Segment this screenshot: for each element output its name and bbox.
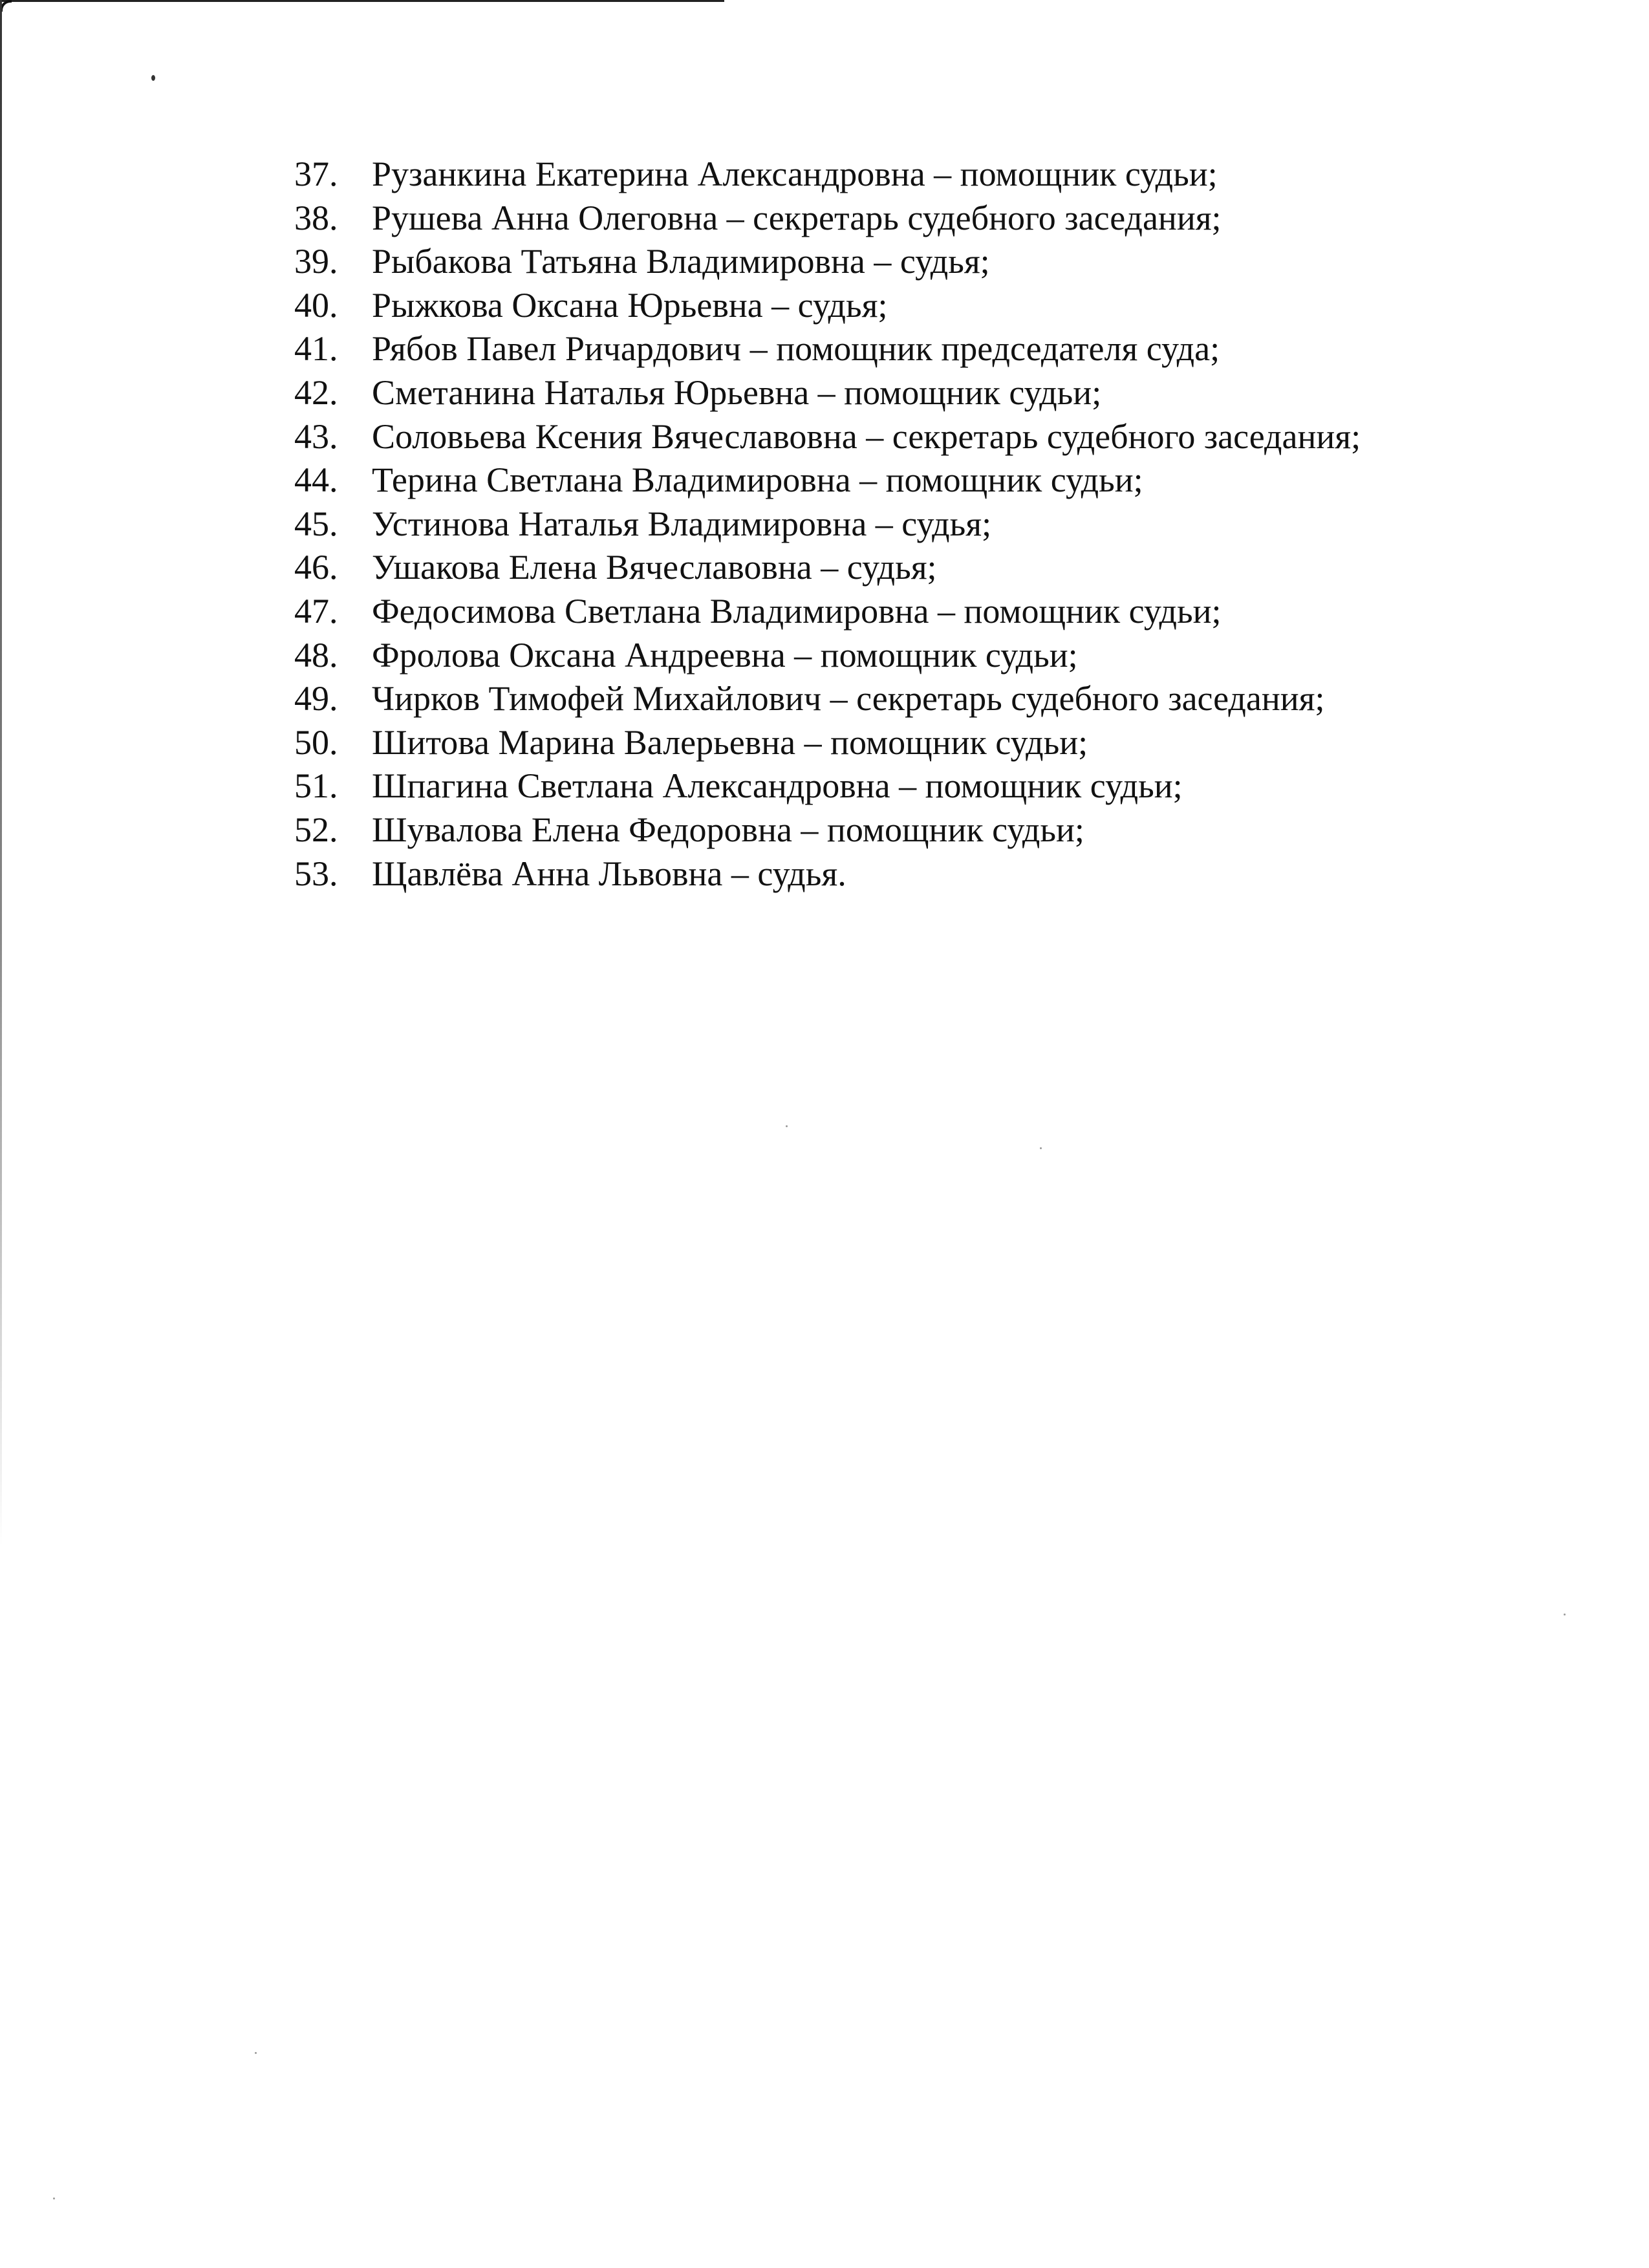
- item-number: 53.: [294, 854, 338, 893]
- item-text: Соловьева Ксения Вячеславовна – секретарь судебного заседания;: [372, 416, 1361, 456]
- scan-speck: [1040, 1147, 1042, 1149]
- item-number: 37.: [294, 155, 338, 193]
- item-number: 46.: [294, 548, 338, 587]
- scan-edge-top: [0, 0, 724, 2]
- staff-list: [294, 153, 1361, 896]
- list-item: [294, 153, 1361, 197]
- list-item: [294, 764, 1361, 808]
- item-text: Федосимова Светлана Владимировна – помощник судьи;: [372, 591, 1222, 631]
- item-text: Фролова Оксана Андреевна – помощник судьи;: [372, 635, 1078, 675]
- list-item: [294, 502, 1361, 546]
- list-item: [294, 459, 1361, 502]
- item-number: 44.: [294, 460, 338, 500]
- item-number: 40.: [294, 285, 338, 325]
- item-text: Шпагина Светлана Александровна – помощник судьи;: [372, 766, 1183, 806]
- item-text: Рыбакова Татьяна Владимировна – судья;: [372, 242, 990, 281]
- item-number: 42.: [294, 373, 338, 412]
- item-text: Шувалова Елена Федоровна – помощник судьи;: [372, 810, 1084, 849]
- item-text: Шитова Марина Валерьевна – помощник судьи;: [372, 722, 1088, 762]
- item-text: Ушакова Елена Вячеславовна – судья;: [372, 548, 937, 587]
- item-text: Щавлёва Анна Львовна – судья.: [372, 854, 846, 893]
- scan-speck: [786, 1125, 788, 1127]
- item-number: 47.: [294, 591, 338, 631]
- item-number: 48.: [294, 635, 338, 675]
- item-text: Устинова Наталья Владимировна – судья;: [372, 504, 992, 543]
- list-item: [294, 284, 1361, 328]
- list-item: [294, 371, 1361, 415]
- list-item: [294, 240, 1361, 284]
- item-number: 51.: [294, 766, 338, 806]
- item-number: 41.: [294, 329, 338, 369]
- item-text: Рузанкина Екатерина Александровна – помощник судьи;: [372, 155, 1218, 193]
- list-item: [294, 721, 1361, 765]
- item-number: 43.: [294, 416, 338, 456]
- item-number: 45.: [294, 504, 338, 543]
- scan-speck: [255, 2052, 257, 2054]
- list-item: [294, 808, 1361, 852]
- item-number: 49.: [294, 679, 338, 718]
- item-text: Рябов Павел Ричардович – помощник председателя суда;: [372, 329, 1220, 369]
- list-item: [294, 677, 1361, 721]
- item-number: 39.: [294, 242, 338, 281]
- list-item: [294, 852, 1361, 896]
- list-item: [294, 415, 1361, 459]
- item-number: 52.: [294, 810, 338, 849]
- item-number: 38.: [294, 198, 338, 237]
- scan-speck: [1564, 1614, 1566, 1615]
- list-item: [294, 590, 1361, 634]
- item-text: Чирков Тимофей Михайлович – секретарь судебного заседания;: [372, 679, 1325, 718]
- list-item: [294, 546, 1361, 590]
- item-text: Сметанина Наталья Юрьевна – помощник судьи;: [372, 373, 1102, 412]
- item-text: Рушева Анна Олеговна – секретарь судебного заседания;: [372, 198, 1222, 237]
- list-item: [294, 197, 1361, 241]
- list-item: [294, 634, 1361, 678]
- list-item: [294, 327, 1361, 371]
- scan-speck: [53, 2198, 55, 2199]
- scan-edge-left: [0, 0, 2, 1546]
- item-number: 50.: [294, 722, 338, 762]
- scan-speck: [151, 75, 155, 81]
- item-text: Рыжкова Оксана Юрьевна – судья;: [372, 285, 888, 325]
- item-text: Терина Светлана Владимировна – помощник судьи;: [372, 460, 1143, 500]
